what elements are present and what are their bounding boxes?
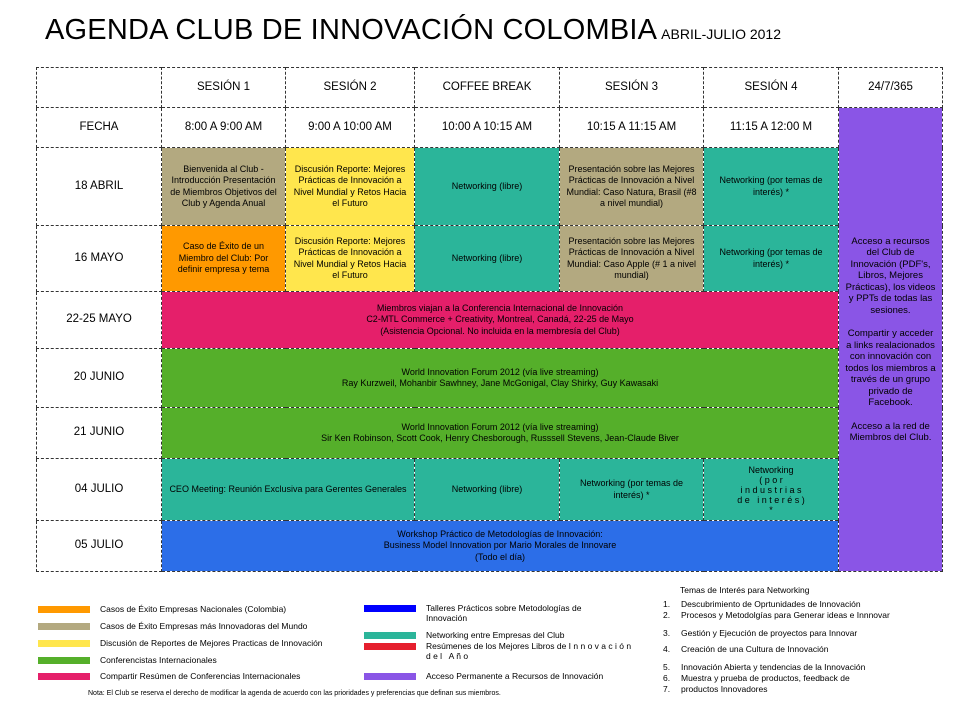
row-label-fecha: FECHA xyxy=(37,108,162,148)
topic-item-7 xyxy=(663,684,767,694)
legend-item-resumen-conferencias xyxy=(38,671,300,681)
cell-abril-s4: Networking (por temas de interés) * xyxy=(704,148,839,226)
legend-label: Discusión de Reportes de Mejores Practicas de Innovación xyxy=(100,638,323,648)
legend-swatch-purple xyxy=(364,673,416,680)
julio04-s4-line-5: * xyxy=(769,504,773,515)
legend-swatch-teal xyxy=(364,632,416,639)
wif20-line-2: Ray Kurzweil, Mohanbir Sawhney, Jane McGonigal, Clay Shirky, Guy Kawasaki xyxy=(341,378,659,388)
legend-label-group xyxy=(426,603,581,623)
topic-text: productos Innovadores xyxy=(681,684,768,694)
legend-swatch-khaki xyxy=(38,623,90,630)
julio04-s4-line-1: Networking xyxy=(748,464,794,475)
side-text-2: Compartir y acceder a links realacionados con innovación con todos los miembros a través de un grupo privado de Facebook. xyxy=(845,328,936,408)
legend-item-acceso xyxy=(364,671,603,681)
side-cell-resources xyxy=(839,108,943,572)
header-sesion-3: SESIÓN 3 xyxy=(560,68,704,108)
topic-num: 1. xyxy=(663,599,671,609)
legend-label: Compartir Resúmen de Conferencias Internacionales xyxy=(100,671,301,681)
legend-item-talleres xyxy=(364,603,581,623)
legend-item-networking xyxy=(364,630,564,640)
cell-workshop xyxy=(162,521,839,572)
legend-label: Conferencistas Internacionales xyxy=(100,655,217,665)
row-label-21-junio: 21 JUNIO xyxy=(37,408,162,459)
table-row-16-mayo xyxy=(37,226,943,292)
time-sesion-4: 11:15 A 12:00 M xyxy=(704,108,839,148)
row-label-04-julio: 04 JULIO xyxy=(37,459,162,521)
title-sub: ABRIL-JULIO 2012 xyxy=(661,26,782,42)
legend-item-libros xyxy=(364,641,631,661)
cell-abril-s1: Bienvenida al Club - Introducción Presentación de Miembros Objetivos del Club y Agenda Anual xyxy=(162,148,286,226)
legend-label-2: d e l A ñ o xyxy=(426,651,469,661)
topic-num: 4. xyxy=(663,644,671,654)
table-row-fecha xyxy=(37,108,943,148)
table-row-04-julio xyxy=(37,459,943,521)
legend-swatch-red xyxy=(364,643,416,650)
legend-swatch-yellow xyxy=(38,640,90,647)
time-coffee-break: 10:00 A 10:15 AM xyxy=(415,108,560,148)
cell-julio04-s4 xyxy=(704,459,839,521)
table-row-20-junio xyxy=(37,349,943,408)
topic-text: Gestión y Ejecución de proyectos para Innovar xyxy=(681,628,858,638)
legend-label: Casos de Éxito Empresas más Innovadoras del Mundo xyxy=(100,621,308,631)
cell-wif-21-junio xyxy=(162,408,839,459)
agenda-table xyxy=(36,67,943,572)
topic-num: 7. xyxy=(663,684,671,694)
legend-item-mundo xyxy=(38,621,307,631)
page-title xyxy=(45,14,781,47)
cell-mayo16-coffee: Networking (libre) xyxy=(415,226,560,292)
table-row-22-25-mayo xyxy=(37,292,943,349)
cell-julio04-coffee: Networking (libre) xyxy=(415,459,560,521)
workshop-line-3: (Todo el día) xyxy=(474,551,526,562)
legend-label: Acceso Permanente a Recursos de Innovación xyxy=(426,671,604,681)
header-coffee-break: COFFEE BREAK xyxy=(415,68,560,108)
topic-num: 2. xyxy=(663,610,671,620)
cell-conferencia-montreal xyxy=(162,292,839,349)
legend-label: Networking entre Empresas del Club xyxy=(426,630,565,640)
julio04-s4-line-4: d e i n t e r é s ) xyxy=(737,494,805,505)
legend-item-reportes xyxy=(38,638,323,648)
header-sesion-4: SESIÓN 4 xyxy=(704,68,839,108)
cell-abril-s3: Presentación sobre las Mejores Prácticas de Innovación a Nivel Mundial: Caso Natura, Brasil (#8 a nivel mundial) xyxy=(560,148,704,226)
cell-abril-coffee: Networking (libre) xyxy=(415,148,560,226)
legend-swatch-pink xyxy=(38,673,90,680)
legend-swatch-green xyxy=(38,657,90,664)
header-sesion-1: SESIÓN 1 xyxy=(162,68,286,108)
cell-mayo16-s3: Presentación sobre las Mejores Prácticas de Innovación a Nivel Mundial: Caso Apple (# 1 a nivel mundial) xyxy=(560,226,704,292)
topics-title: Temas de Interés para Networking xyxy=(680,585,810,595)
topic-item-3 xyxy=(663,628,857,638)
legend-item-conferencistas xyxy=(38,655,217,665)
wif20-line-1: World Innovation Forum 2012 (vía live streaming) xyxy=(401,366,599,377)
topic-text: Muestra y prueba de productos, feedback de xyxy=(681,673,850,683)
topic-item-2 xyxy=(663,610,890,620)
legend-label: Casos de Éxito Empresas Nacionales (Colombia) xyxy=(100,604,287,614)
legend-label: Talleres Prácticos sobre Metodologías de xyxy=(426,603,582,613)
topic-text: Creación de una Cultura de Innovación xyxy=(681,644,829,654)
wif21-line-2: Sir Ken Robinson, Scott Cook, Henry Chesborough, Russsell Stevens, Jean-Claude Biver xyxy=(321,433,679,443)
row-label-16-mayo: 16 MAYO xyxy=(37,226,162,292)
topic-item-4 xyxy=(663,644,828,654)
wif21-line-1: World Innovation Forum 2012 (vía live streaming) xyxy=(401,421,599,432)
title-main: AGENDA CLUB DE INNOVACIÓN COLOMBIA xyxy=(45,14,658,46)
footer-note: Nota: El Club se reserva el derecho de modificar la agenda de acuerdo con las prioridades y preferencias que definan sus miembros. xyxy=(88,690,501,697)
topic-text: Descubrimiento de Oprtunidades de Innovación xyxy=(681,599,861,609)
time-sesion-1: 8:00 A 9:00 AM xyxy=(162,108,286,148)
header-sesion-2: SESIÓN 2 xyxy=(286,68,415,108)
topic-text: Procesos y Metodolgías para Generar ideas e Innnovar xyxy=(681,610,890,620)
workshop-line-1: Workshop Práctico de Metodologías de Innovación: xyxy=(397,528,603,539)
workshop-line-2: Business Model Innovation por Mario Morales de Innovare xyxy=(383,540,617,551)
conferencia-line-1: Miembros viajan a la Conferencia Internacional de Innovación xyxy=(376,302,624,313)
side-text-3: Acceso a la red de Miembros del Club. xyxy=(849,420,932,443)
table-row-05-julio xyxy=(37,521,943,572)
topic-text: Innovación Abierta y tendencias de la Innovación xyxy=(681,662,866,672)
cell-julio04-s3: Networking (por temas de interés) * xyxy=(560,459,704,521)
topic-item-6 xyxy=(663,673,850,683)
table-row-18-abril xyxy=(37,148,943,226)
cell-wif-20-junio xyxy=(162,349,839,408)
header-24-7: 24/7/365 xyxy=(839,68,943,108)
cell-abril-s2: Discusión Reporte: Mejores Prácticas de Innovación a Nivel Mundial y Retos Hacia el Futuro xyxy=(286,148,415,226)
conferencia-line-3: (Asistencia Opcional. No incluida en la membresía del Club) xyxy=(380,325,620,336)
topic-item-5 xyxy=(663,662,865,672)
julio04-s4-line-2: ( p o r xyxy=(759,474,783,485)
conferencia-line-2: C2-MTL Commerce + Creativity, Montreal, Canadá, 22-25 de Mayo xyxy=(366,314,634,325)
time-sesion-2: 9:00 A 10:00 AM xyxy=(286,108,415,148)
row-label-22-25-mayo: 22-25 MAYO xyxy=(37,292,162,349)
table-row-21-junio xyxy=(37,408,943,459)
cell-mayo16-s4: Networking (por temas de interés) * xyxy=(704,226,839,292)
header-corner xyxy=(37,68,162,108)
row-label-20-junio: 20 JUNIO xyxy=(37,349,162,408)
topic-num: 6. xyxy=(663,673,671,683)
topic-item-1 xyxy=(663,599,861,609)
cell-ceo-meeting: CEO Meeting: Reunión Exclusiva para Gerentes Generales xyxy=(162,459,415,521)
legend-swatch-orange xyxy=(38,606,90,613)
legend-label-2: Innovación xyxy=(426,613,468,623)
legend-label-group xyxy=(426,641,631,661)
row-label-05-julio: 05 JULIO xyxy=(37,521,162,572)
topic-num: 3. xyxy=(663,628,671,638)
cell-mayo16-s2: Discusión Reporte: Mejores Prácticas de Innovación a Nivel Mundial y Retos Hacia el Futuro xyxy=(286,226,415,292)
table-header-row xyxy=(37,68,943,108)
cell-mayo16-s1: Caso de Éxito de un Miembro del Club: Por definir empresa y tema xyxy=(162,226,286,292)
topic-num: 5. xyxy=(663,662,671,672)
legend-item-nacionales xyxy=(38,604,286,614)
legend-swatch-blue xyxy=(364,605,416,612)
legend-label: Resúmenes de los Mejores Libros de I n n o v a c i ó n xyxy=(426,641,632,651)
row-label-18-abril: 18 ABRIL xyxy=(37,148,162,226)
side-text-1: Acceso a recursos del Club de Innovación (PDF's, Libros, Mejores Prácticas), los videos y PPTs de todas las sesiones. xyxy=(845,235,936,316)
time-sesion-3: 10:15 A 11:15 AM xyxy=(560,108,704,148)
julio04-s4-line-3: i n d u s t r i a s xyxy=(740,484,802,495)
